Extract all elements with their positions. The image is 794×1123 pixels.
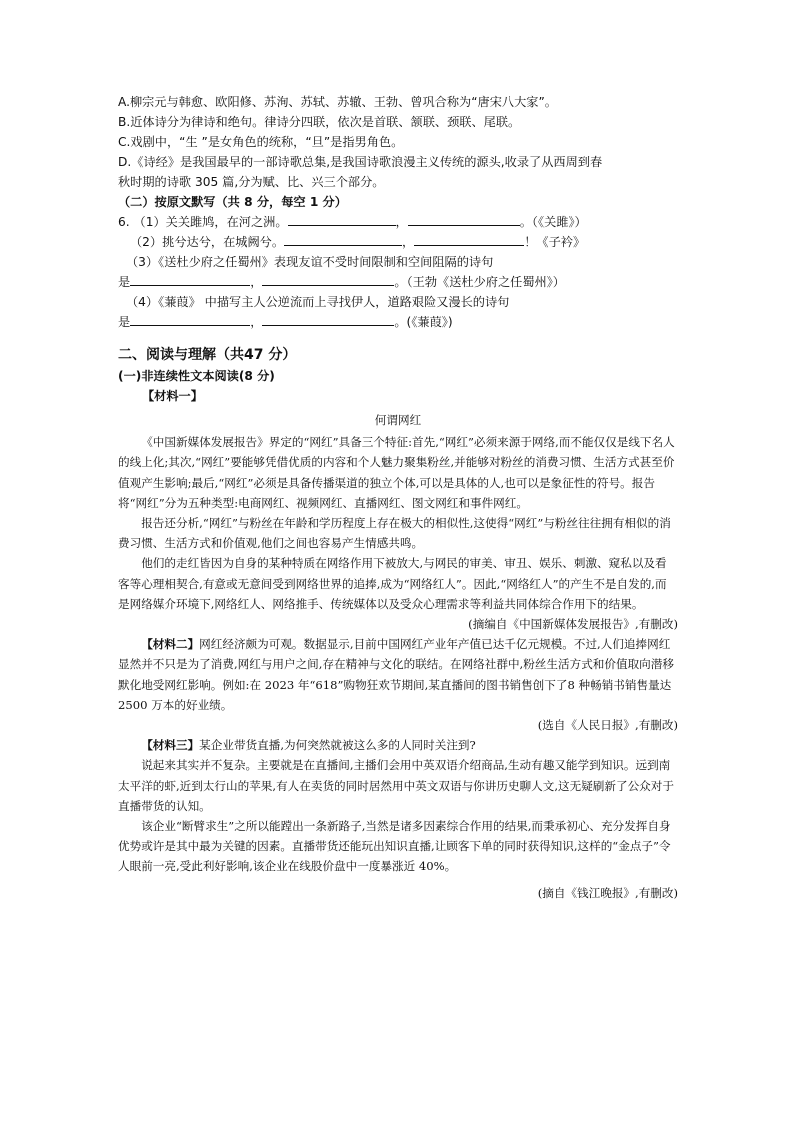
option-a: A.柳宗元与韩愈、欧阳修、苏洵、苏轼、苏辙、王勃、曾巩合称为“唐宋八大家”。 [118, 95, 557, 109]
dictation-header: （二）按原文默写（共 8 分，每空 1 分） [118, 195, 347, 209]
material1-source: (摘编自《中国新媒体发展报告》,有删改) [468, 617, 678, 632]
option-b: B.近体诗分为律诗和绝句。律诗分四联，依次是首联、颔联、颈联、尾联。 [118, 115, 521, 129]
q3-blank-2[interactable] [262, 272, 394, 286]
material3-paragraph-1: 说起来其实并不复杂。主要就是在直播间,主播们会用中英双语介绍商品,生动有趣又能学到知识。远到南太平洋的虾,近到太行山的苹果,有人在卖货的同时居然用中英文双语与你讲历史聊人文,这无疑刷新了公众对于直播带货的认知。 [118, 758, 674, 813]
dictation-q2 [118, 232, 678, 252]
q2-suffix: ！《子衿》 [524, 235, 586, 249]
dictation-q4 [118, 312, 678, 332]
material3-source: (摘自《钱江晚报》,有删改) [537, 885, 678, 900]
sub-section-title: (一)非连续性文本阅读(8 分) [118, 369, 275, 383]
material1-title: 何谓网红 [374, 413, 422, 427]
q1-blank-1[interactable] [288, 212, 396, 226]
dictation-q4-text: （4）《蒹葭》 中描写主人公逆流而上寻找伊人，道路艰险又漫长的诗句 [126, 295, 510, 309]
q2-blank-2[interactable] [414, 232, 524, 246]
q3-prefix: 是 [118, 275, 131, 289]
option-d-line1: D.《诗经》是我国最早的一部诗歌总集,是我国诗歌浪漫主义传统的源头,收录了从西周到春 [118, 155, 603, 169]
material1-paragraph-2: 报告还分析,“网红”与粉丝在年龄和学历程度上存在极大的相似性,这使得“网红”与粉丝往往拥有相似的消费习惯、生活方式和价值观,他们之间也容易产生情感共鸣。 [118, 516, 671, 551]
q1-prefix: 6. （1）关关雎鸠，在河之洲。 [118, 215, 288, 229]
material1-paragraph-3: 他们的走红皆因为自身的某种特质在网络作用下被放大,与网民的审美、审丑、娱乐、刺激、窥私以及看客等心理相契合,有意或无意间受到网络世界的追捧,成为“网络红人”。因此,“网络红人”的产生不是自发的,而是网络媒介环境下,网络红人、网络推手、传统媒体以及受众心理需求等利益共同体综合作用下的结果。 [118, 556, 667, 611]
material2-label: 【材料二】 [141, 637, 200, 652]
q4-prefix: 是 [118, 315, 131, 329]
dictation-q1 [118, 212, 678, 232]
exam-page [118, 92, 678, 903]
q1-sep: ， [395, 215, 408, 229]
q2-prefix: （2）挑兮达兮，在城阙兮。 [130, 235, 285, 249]
dictation-q3-text: （3）《送杜少府之任蜀州》表现友谊不受时间限制和空间阻隔的诗句 [126, 255, 494, 269]
dictation-q3 [118, 272, 678, 292]
q4-blank-1[interactable] [130, 312, 250, 326]
q2-sep: ， [402, 235, 415, 249]
q4-blank-2[interactable] [262, 312, 394, 326]
q1-suffix: 。（《关雎》） [519, 215, 587, 229]
material3-lead-text: 某企业带货直播,为何突然就被这么多的人同时关注到? [199, 738, 476, 753]
q2-blank-1[interactable] [284, 232, 402, 246]
material2-paragraph [118, 634, 678, 715]
q4-sep: ， [250, 315, 263, 329]
q1-blank-2[interactable] [408, 212, 520, 226]
material2-text: 网红经济颇为可观。数据显示,目前中国网红产业年产值已达千亿元规模。不过,人们追捧网红显然并不只是为了消费,网红与用户之间,存在精神与文化的联结。在网络社群中,粉丝生活方式和价值取向潜移默化地受网红影响。例如:在 2023 年“618”购物狂欢节期间,某直播间的图书销售创下了8 种畅销书销售量达 2500 万本的好业绩。 [118, 637, 674, 712]
section-title: 二、阅读与理解（共47 分） [118, 347, 297, 363]
material3-label: 【材料三】 [141, 738, 200, 753]
material2-source: (选自《人民日报》,有删改) [537, 718, 678, 733]
q4-suffix: 。(《蒹葭》) [394, 315, 453, 329]
q3-blank-1[interactable] [130, 272, 250, 286]
material3-lead [118, 735, 678, 755]
q3-sep: ， [250, 275, 263, 289]
option-c: C.戏剧中，“生 ”是女角色的统称，“旦”是指男角色。 [118, 135, 404, 149]
option-d-line2: 秋时期的诗歌 305 篇,分为赋、比、兴三个部分。 [118, 175, 385, 189]
material1-label: 【材料一】 [142, 389, 203, 403]
q3-suffix: 。（王勃《送杜少府之任蜀州》） [394, 275, 565, 289]
material1-paragraph-1: 《中国新媒体发展报告》界定的“网红”具备三个特征:首先,“网红”必须来源于网络,而不能仅仅是线下名人的线上化;其次,“网红”要能够凭借优质的内容和个人魅力聚集粉丝,并能够对粉丝的消费习惯、生活方式甚至价值观产生影响;最后,“网红”必须是具备传播渠道的独立个体,可以是具体的人,也可以是象征性的符号。报告将“网红”分为五种类型:电商网红、视频网红、直播网红、图文网红和事件网红。 [118, 435, 675, 510]
material3-paragraph-2: 该企业“断臂求生”之所以能蹚出一条新路子,当然是诸多因素综合作用的结果,而秉承初心、充分发挥自身优势或许是其中最为关键的因素。直播带货还能玩出知识直播,让顾客下单的同时获得知识,这样的“金点子”令人眼前一亮,受此利好影响,该企业在线股价盘中一度暴涨近 40%。 [118, 819, 671, 874]
